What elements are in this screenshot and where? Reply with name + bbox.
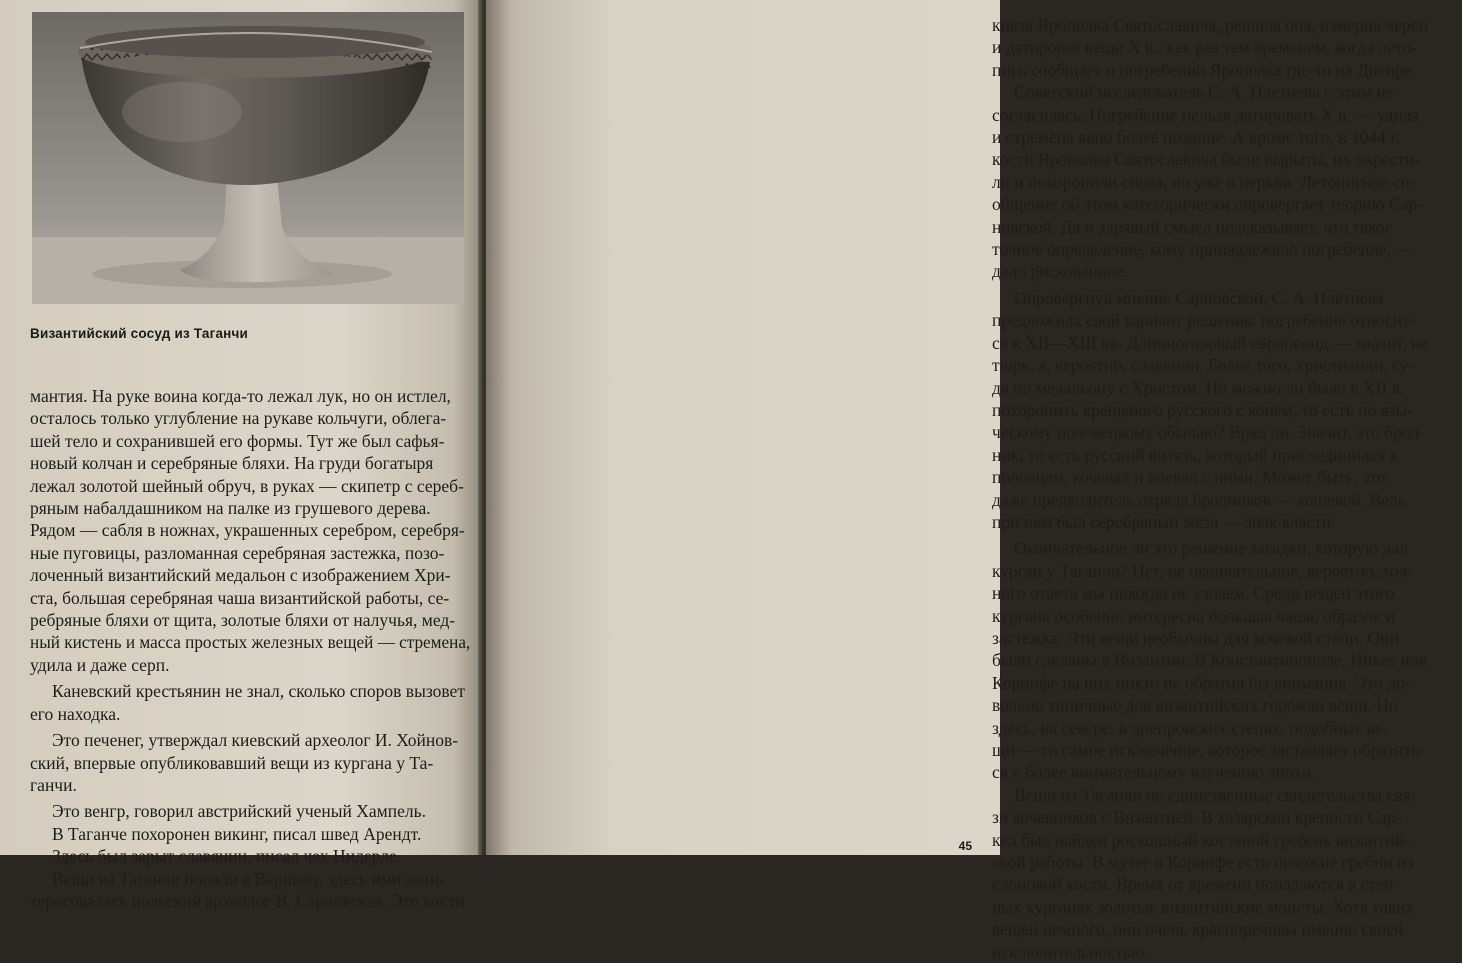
vessel-photograph bbox=[32, 12, 464, 304]
text-line: тюрк, а, вероятно, славянин. Более того, христианин, су- bbox=[992, 355, 1415, 376]
text-line: Вещи из Таганчи не единственные свидетельства свя- bbox=[1014, 784, 1417, 805]
page-number: 45 bbox=[958, 839, 972, 853]
left-text-column bbox=[30, 385, 470, 912]
text-line: Опровергнув мнение Сарновской, С. А. Плетнева bbox=[1014, 287, 1384, 308]
text-line: при нем был серебряный жезл — знак власти. bbox=[992, 511, 1336, 532]
text-line: дело рискованное. bbox=[992, 261, 1129, 282]
text-line: кости Ярополка Святославича были вырыты, их окрести- bbox=[992, 149, 1421, 170]
figure-caption: Византийский сосуд из Таганчи bbox=[30, 326, 249, 341]
text-line: новый колчан и серебряные бляхи. На груди богатыря bbox=[30, 453, 434, 474]
text-line: исключительностью. bbox=[992, 941, 1149, 962]
text-line: ряным набалдашником на палке из грушевого дерева. bbox=[30, 498, 431, 519]
text-line: согласилась. Погребение нельзя датировать X в. — удила bbox=[992, 104, 1420, 125]
text-line: удила и даже серп. bbox=[30, 654, 170, 675]
text-line: ской работы. В музее в Коринфе есть похожие гребни из bbox=[992, 852, 1414, 873]
text-line: его находка. bbox=[30, 703, 121, 724]
text-line: кел был найден роскошный костяной гребень византий- bbox=[992, 829, 1410, 850]
text-line: пись сообщает о погребении Ярополка где-то на Днепре. bbox=[992, 59, 1417, 80]
text-line: ный кистень и масса простых железных вещей — стремена, bbox=[30, 632, 471, 653]
text-line: Здесь был зарыт славянин, писал чех Нидерле. bbox=[52, 846, 402, 867]
text-line: дя по медальону с Христом. Но можно ли было в XII в. bbox=[992, 377, 1405, 398]
text-line: ные пуговицы, разломанная серебряная застежка, позо- bbox=[30, 542, 445, 563]
text-line: Коринфе на них никто не обратил бы внимания. Это до- bbox=[992, 672, 1411, 693]
text-line: ся к более внимательному изучению эпохи. bbox=[992, 762, 1316, 783]
text-line: ганчи. bbox=[30, 774, 77, 795]
text-line: ся к XII—XIII вв. Длинноголовый европеоид — значит, не bbox=[992, 332, 1429, 353]
text-line: Каневский крестьянин не знал, сколько споров вызовет bbox=[52, 681, 465, 702]
text-line: точное определение, кому принадлежало погребение, — bbox=[992, 239, 1413, 260]
text-line: застежка. Эти вещи необычны для кочевой степи. Они bbox=[992, 627, 1399, 648]
text-line: ник, то есть русский витязь, который присоединился к bbox=[992, 444, 1399, 465]
text-line: лоченный византийский медальон с изображением Хри- bbox=[30, 565, 451, 586]
text-line: Вещи из Таганчи попали в Варшаву, здесь ими заин- bbox=[52, 868, 445, 889]
text-line: здесь, на севере, в днепровских степях, подобные ве- bbox=[992, 717, 1389, 738]
text-line: вольно типичные для византийских горожан вещи. Но bbox=[992, 695, 1398, 716]
text-line: Это печенег, утверждал киевский археолог И. Хойнов- bbox=[52, 730, 459, 751]
text-line: Рядом — сабля в ножнах, украшенных серебром, серебря- bbox=[30, 520, 465, 541]
text-line: шей тело и сохранившей его формы. Тут же был сафья- bbox=[30, 430, 445, 451]
text-line: даже предводитель отряда бродников — кошевой. Ведь bbox=[992, 489, 1406, 510]
text-line: кургана особенно интересна большая чаша, образок и bbox=[992, 605, 1395, 626]
text-line: были сделаны в Византии. В Константинополе, Никее или bbox=[992, 650, 1428, 671]
text-line: предложила свой вариант решения: погребение относит- bbox=[992, 310, 1416, 331]
text-line: новской. Да и здравый смысл подсказывает, что такое bbox=[992, 216, 1393, 237]
text-line: князя Ярополка Святославича, решила она, измерив череп bbox=[992, 15, 1428, 35]
text-line: Это венгр, говорил австрийский ученый Хампель. bbox=[52, 801, 426, 822]
text-line: похоронить крещеного русского с конем, то есть по язы- bbox=[992, 399, 1414, 420]
text-line: и стремена явно более поздние. А кроме того, в 1044 г. bbox=[992, 127, 1400, 148]
right-text-column bbox=[992, 14, 1462, 963]
right-page bbox=[486, 0, 1429, 962]
text-line: Окончательное ли это решение загадки, которую дал bbox=[1014, 538, 1408, 559]
text-line: ных курганах золотые византийские монеты. Хотя таких bbox=[992, 896, 1415, 917]
text-line: щи — то самое исключение, которое заставляет обратить- bbox=[992, 740, 1426, 760]
text-line: тересовалась польский археолог В. Сарновская. Это кости bbox=[30, 890, 465, 911]
text-line: осталось только углубление на рукаве кольчуги, облега- bbox=[30, 408, 447, 429]
text-line: ческому половецкому обычаю? Вряд ли. Значит, это брод- bbox=[992, 422, 1425, 443]
text-line: ного ответа мы никогда не узнаем. Среди вещей этого bbox=[992, 583, 1395, 604]
text-line: лежал золотой шейный обруч, в руках — скипетр с сереб- bbox=[30, 475, 464, 496]
text-line: курган у Таганчи? Нет, не окончательное, вероятно, точ- bbox=[992, 560, 1413, 581]
text-line: ли и похоронили снова, но уже в церкви. Летописное со- bbox=[992, 171, 1416, 192]
text-line: и датировав вещи X в., как раз тем временем, когда лето- bbox=[992, 37, 1417, 58]
text-line: Советский исследователь С. А. Плетнева с этим не bbox=[1014, 82, 1394, 103]
text-line: слоновой кости. Время от времени попадаются в степ- bbox=[992, 874, 1400, 895]
text-line: вещей немного, они очень красноречивы именно своей bbox=[992, 919, 1404, 940]
text-line: общение об этом категорически опровергает теорию Сар- bbox=[992, 194, 1423, 215]
byzantine-vessel-image bbox=[32, 12, 464, 304]
text-line: ский, впервые опубликовавший вещи из кургана у Та- bbox=[30, 752, 434, 773]
text-line: В Таганче похоронен викинг, писал швед Арендт. bbox=[52, 823, 422, 844]
left-page bbox=[0, 0, 482, 911]
text-line: мантия. На руке воина когда-то лежал лук, но он истлел, bbox=[30, 386, 451, 406]
text-line: ребряные бляхи от щита, золотые бляхи от налучья, мед- bbox=[30, 610, 456, 631]
text-line: ста, большая серебряная чаша византийской работы, се- bbox=[30, 587, 450, 608]
text-line: половцам, кочевал и воевал с ними. Может быть, это bbox=[992, 467, 1386, 488]
text-line: зи кочевников с Византией. В хазарской крепости Сар- bbox=[992, 807, 1402, 828]
